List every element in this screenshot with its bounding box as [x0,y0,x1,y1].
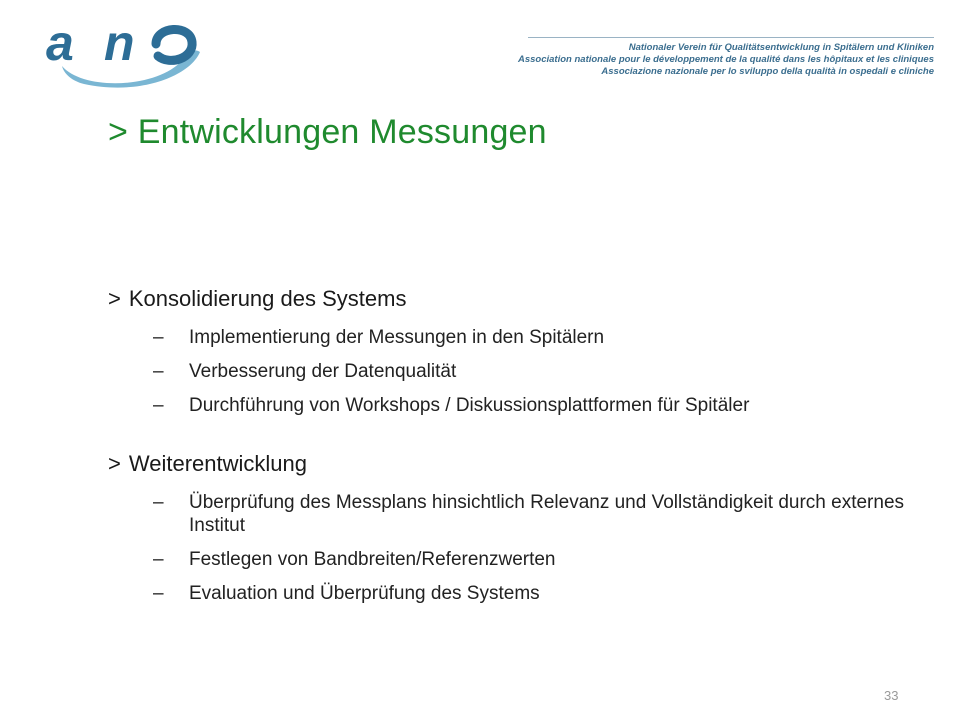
org-name-it: Associazione nazionale per lo sviluppo della qualità in ospedali e cliniche [601,66,934,77]
dash-bullet: – [153,492,164,513]
bullet-list [153,491,928,605]
list-item [153,394,928,417]
list-item [153,491,928,537]
logo-letter-n: n [104,15,135,71]
dash-bullet: – [153,327,164,348]
list-item [153,360,928,383]
logo-letter-a: a [46,15,74,71]
page-number: 33 [884,688,899,703]
section-heading [108,451,928,477]
dash-bullet: – [153,583,164,604]
list-item-text: Verbesserung der Datenqualität [189,361,457,382]
ano-logo-graphic [44,14,204,90]
slide-title: > Entwicklungen Messungen [108,113,547,151]
ano-logo [44,14,204,90]
list-item-text: Evaluation und Überprüfung des Systems [189,583,540,604]
org-name-fr: Association nationale pour le développement de la qualité dans les hôpitaux et les cliniques [518,54,934,65]
section-heading [108,286,928,312]
section-heading-text: Weiterentwicklung [128,451,307,476]
org-name-de: Nationaler Verein für Qualitätsentwicklung in Spitälern und Kliniken [628,42,934,53]
list-item-text: Durchführung von Workshops / Diskussionsplattformen für Spitäler [189,395,750,416]
list-item-text: Überprüfung des Messplans hinsichtlich Relevanz und Vollständigkeit durch externes Institut [189,492,905,536]
list-item [153,326,928,349]
list-item-text: Festlegen von Bandbreiten/Referenzwerten [189,549,556,570]
organization-names [514,42,934,78]
list-item [153,548,928,571]
section-marker: > [108,451,121,476]
section-marker: > [108,286,121,311]
bullet-list [153,326,928,417]
header-rule [528,37,934,38]
dash-bullet: – [153,549,164,570]
dash-bullet: – [153,361,164,382]
section-heading-text: Konsolidierung des Systems [128,286,407,311]
dash-bullet: – [153,395,164,416]
slide-content [108,286,928,616]
section-weiterentwicklung [108,451,928,605]
section-konsolidierung [108,286,928,417]
list-item [153,582,928,605]
list-item-text: Implementierung der Messungen in den Spitälern [189,327,605,348]
